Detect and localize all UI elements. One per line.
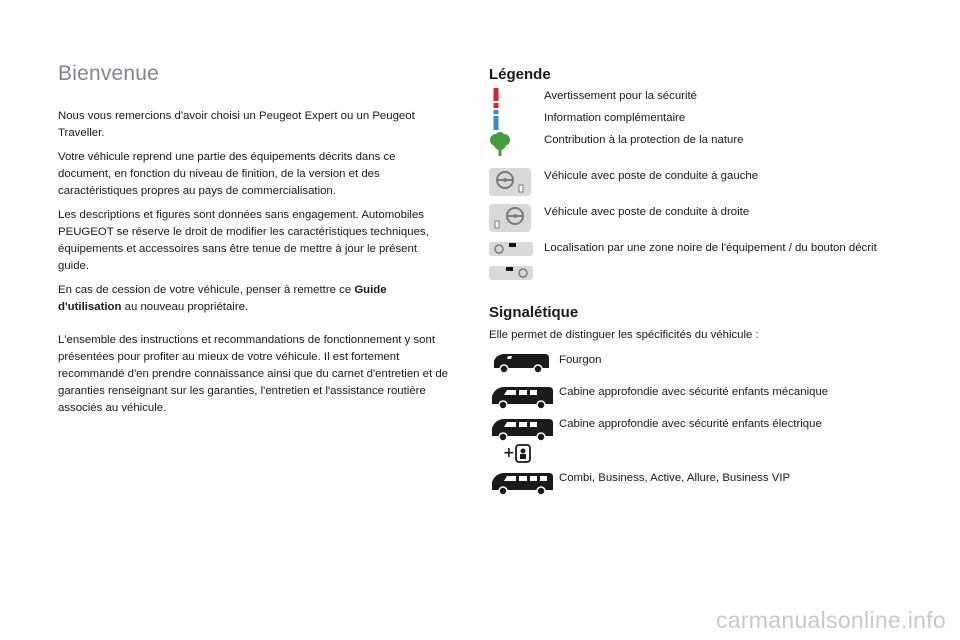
signage-intro: Elle permet de distinguer les spécificités du véhicule : <box>489 329 759 341</box>
welcome-section <box>58 62 450 424</box>
welcome-paragraph-5: L'ensemble des instructions et recommandations de fonctionnement y sont présentées pour profiter au mieux de votre véhicule. Il est fortement recommandé d'en prendre connaissance ainsi que du carnet d'entretien et de garanties renseignant sur les garanties, l'entretien et l'assistance routière associés au véhicule. <box>58 334 448 414</box>
p4-post: au nouveau propriétaire. <box>121 301 249 313</box>
legend-label: Véhicule avec poste de conduite à droite <box>544 206 750 218</box>
welcome-paragraph-4 <box>58 282 450 316</box>
legend-section <box>489 66 889 506</box>
signage-label: Cabine approfondie avec sécurité enfants électrique <box>559 418 822 430</box>
right-hand-drive-icon <box>489 204 531 237</box>
crew-cab-icon <box>489 384 555 415</box>
legend-label: Avertissement pour la sécurité <box>544 90 698 102</box>
welcome-paragraph-3: Les descriptions et figures sont données sans engagement. Automobiles PEUGEOT se réserve le droit de modifier les caractéristiques techniques, équipements et accessoires sans être tenue de mettre à jour le présent guide. <box>58 209 429 272</box>
legend-title: Légende <box>489 66 551 83</box>
legend-label: Contribution à la protection de la nature <box>544 134 744 146</box>
dashboard-location-icon <box>489 240 533 287</box>
signage-label: Cabine approfondie avec sécurité enfants mécanique <box>559 386 829 398</box>
legend-label: Information complémentaire <box>544 112 686 124</box>
legend-label: Véhicule avec poste de conduite à gauche <box>544 170 759 182</box>
p4-pre: En cas de cession de votre véhicule, penser à remettre ce <box>58 284 355 296</box>
signage-label: Fourgon <box>559 354 602 366</box>
signage-label: Combi, Business, Active, Allure, Business VIP <box>559 472 791 484</box>
legend-label: Localisation par une zone noire de l'équipement / du bouton décrit <box>544 242 877 254</box>
svg-text:+: + <box>503 445 515 461</box>
welcome-title: Bienvenue <box>58 62 160 85</box>
van-icon <box>489 352 551 379</box>
combi-icon <box>489 470 555 501</box>
welcome-paragraph-1: Nous vous remercions d'avoir choisi un Peugeot Expert ou un Peugeot Traveller. <box>58 110 415 139</box>
watermark: carmanualsonline.info <box>715 607 946 633</box>
left-hand-drive-icon <box>489 168 531 201</box>
crew-cab-electric-icon <box>489 416 555 469</box>
tree-icon <box>489 132 511 161</box>
guide-emphasis: Guide d'utilisation <box>58 284 387 313</box>
welcome-paragraph-2: Votre véhicule reprend une partie des équipements décrits dans ce document, en fonction du niveau de finition, de la version et des caractéristiques propres au pays de commercialisation. <box>58 151 396 197</box>
signage-title: Signalétique <box>489 304 579 321</box>
